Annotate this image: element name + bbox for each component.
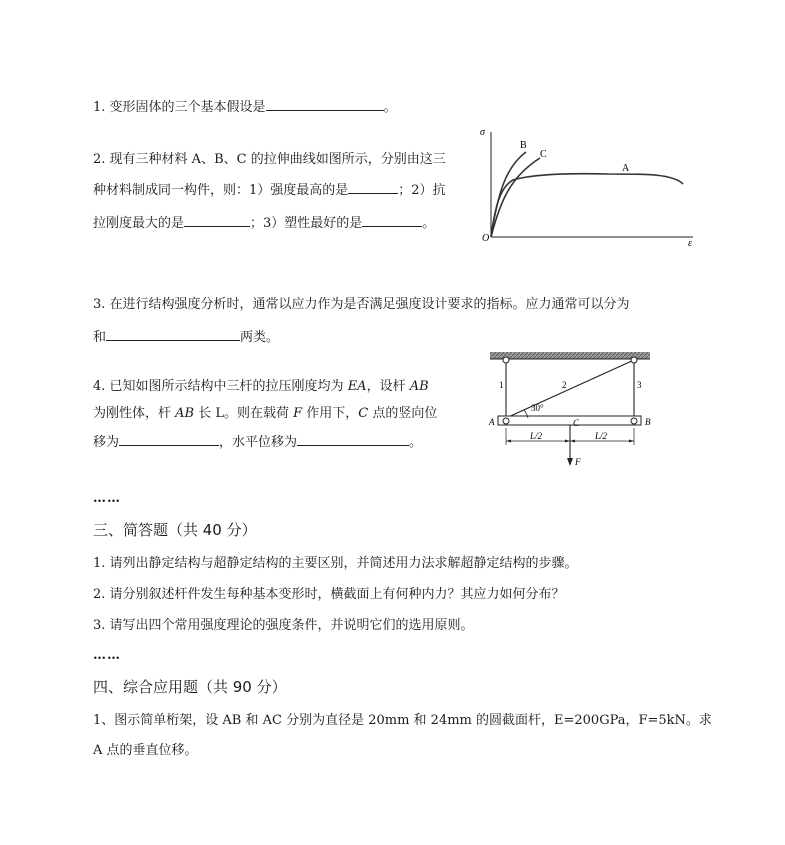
section-3-item-3: 3. 请写出四个常用强度理论的强度条件，并说明它们的选用原则。 — [93, 618, 474, 633]
sigma-label: σ — [480, 127, 485, 138]
answer-blank-horizontal-displacement[interactable] — [297, 432, 409, 446]
ceiling-support — [490, 352, 650, 359]
ellipsis-2: …… — [93, 648, 121, 663]
rigid-beam-ab — [498, 416, 641, 425]
curve-a — [491, 174, 683, 237]
answer-blank-1[interactable] — [266, 97, 384, 111]
question-4-line-3: 移为 ，水平位移为 。 — [93, 432, 422, 452]
question-2-number: 2. — [93, 152, 106, 167]
dimension-left-label: L/2 — [530, 431, 543, 441]
bar-3-label: 3 — [637, 380, 642, 390]
question-4-number: 4. — [93, 379, 106, 394]
question-4-line-2: 为刚性体，杆 AB 长 L。则在载荷 F 作用下，C 点的竖向位 — [93, 406, 438, 421]
question-3-line-2: 和 两类。 — [93, 327, 279, 347]
answer-blank-stiffness[interactable] — [184, 213, 250, 227]
epsilon-label: ε — [688, 238, 692, 249]
point-b-label: B — [645, 417, 651, 427]
section-3-item-1: 1. 请列出静定结构与超静定结构的主要区别，并简述用力法求解超静定结构的步骤。 — [93, 556, 578, 571]
origin-label: O — [482, 233, 490, 244]
answer-blank-vertical-displacement[interactable] — [119, 432, 219, 446]
answer-blank-strength[interactable] — [348, 180, 398, 194]
question-1-number: 1. — [93, 100, 106, 115]
question-4-line-1: 4. 已知如图所示结构中三杆的拉压刚度均为 EA，设杆 AB — [93, 379, 429, 394]
curve-c-label: C — [540, 149, 547, 160]
hinge-top-right — [631, 357, 637, 363]
curve-b-label: B — [520, 140, 527, 151]
question-3-line-1: 3. 在进行结构强度分析时，通常以应力作为是否满足强度设计要求的指标。应力通常可以分为 — [93, 297, 630, 312]
question-1-text: 变形固体的三个基本假设是 — [109, 100, 266, 115]
section-3-item-2: 2. 请分别叙述杆件发生每种基本变形时，横截面上有何种内力？其应力如何分布？ — [93, 587, 565, 602]
stress-strain-figure — [478, 122, 703, 247]
answer-blank-stress-type[interactable] — [106, 327, 240, 341]
bar-1-label: 1 — [499, 380, 504, 390]
section-4-title: 四、综合应用题（共 90 分） — [93, 678, 287, 696]
hinge-top-left — [503, 357, 509, 363]
answer-blank-plasticity[interactable] — [362, 213, 422, 227]
hinge-b — [631, 418, 637, 424]
ellipsis-1: …… — [93, 491, 121, 506]
angle-label: 30° — [531, 403, 544, 413]
point-c-label: C — [573, 418, 580, 428]
dimension-right-label: L/2 — [595, 431, 608, 441]
question-3-number: 3. — [93, 297, 106, 312]
question-1: 1. 变形固体的三个基本假设是 。 — [93, 97, 397, 117]
section-4-problem-line-2: A 点的垂直位移。 — [93, 743, 198, 758]
curve-b — [491, 152, 526, 237]
section-3-title: 三、简答题（共 40 分） — [93, 521, 257, 539]
bar-2 — [506, 360, 634, 418]
load-f-label: F — [575, 457, 581, 467]
bar-2-label: 2 — [562, 380, 567, 390]
question-2-line-1: 2. 现有三种材料 A、B、C 的拉伸曲线如图所示，分别由这三 — [93, 152, 446, 167]
section-4-problem-line-1: 1、图示简单桁架，设 AB 和 AC 分别为直径是 20mm 和 24mm 的圆截面杆，E=200GPa，F=5kN。求 — [93, 713, 712, 728]
curve-a-label: A — [622, 163, 630, 174]
three-bar-structure-figure — [484, 348, 659, 473]
point-a-label: A — [489, 417, 495, 427]
question-2-line-3: 拉刚度最大的是 ；3）塑性最好的是 。 — [93, 213, 435, 233]
hinge-a — [503, 418, 509, 424]
question-2-line-2: 种材料制成同一构件，则：1）强度最高的是 ；2）抗 — [93, 180, 446, 200]
